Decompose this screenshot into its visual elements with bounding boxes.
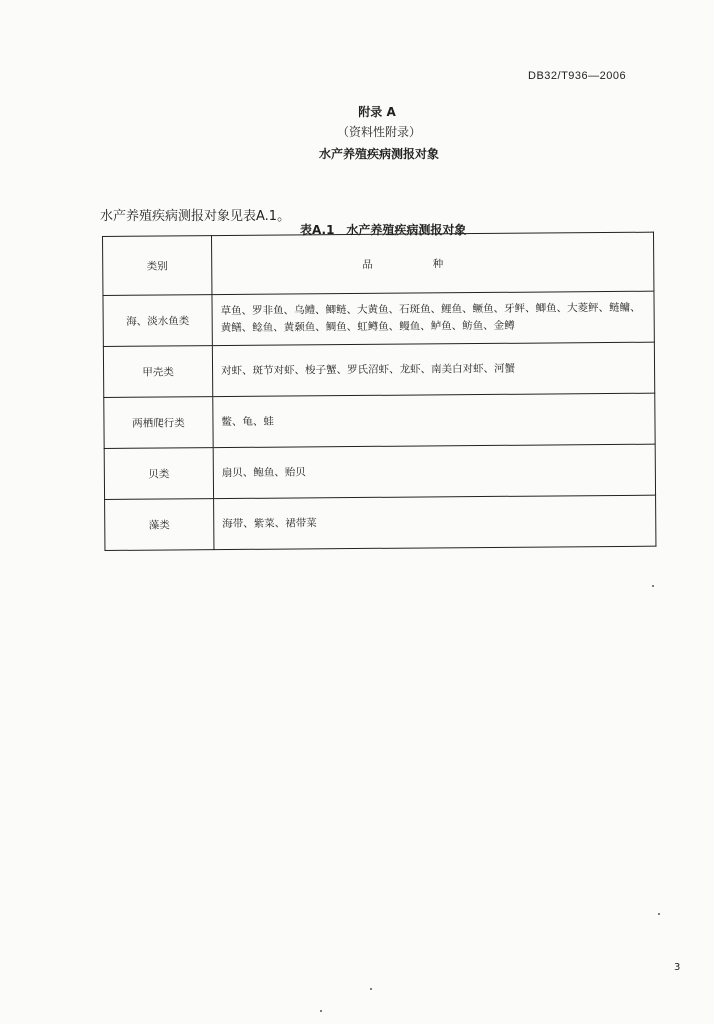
table-row — [104, 393, 655, 448]
header-category: 类别 — [103, 236, 212, 296]
category-cell: 两栖爬行类 — [104, 397, 213, 449]
appendix-note: （资料性附录） — [336, 125, 421, 139]
table-caption: 表A.1 水产养殖疾病测报对象 — [300, 223, 467, 237]
species-cell: 对虾、斑节对虾、梭子蟹、罗氏沼虾、龙虾、南美白对虾、河蟹 — [212, 342, 654, 396]
species-cell: 扇贝、鲍鱼、贻贝 — [213, 444, 655, 498]
species-cell: 草鱼、罗非鱼、乌鳢、鲫鲢、大黄鱼、石斑鱼、鲤鱼、鳜鱼、牙鲆、鲫鱼、大菱鲆、鲢鳙、黄鳝、鲶鱼、黄颡鱼、鲷鱼、虹鳟鱼、鳗鱼、鲈鱼、鲂鱼、金鳟 — [212, 291, 654, 345]
scan-speck — [652, 585, 654, 587]
appendix-subtitle: 水产养殖疾病测报对象 — [318, 147, 439, 161]
species-cell: 鳖、龟、蛙 — [213, 393, 655, 447]
standard-code: DB32/T936—2006 — [528, 70, 627, 82]
category-cell: 藻类 — [105, 499, 214, 551]
table-row — [103, 342, 654, 397]
scan-speck — [658, 913, 660, 915]
table-row — [104, 444, 655, 499]
appendix-title: 附录 A — [358, 105, 396, 119]
table-row — [105, 495, 656, 550]
intro-paragraph: 水产养殖疾病测报对象见表A.1。 — [100, 209, 291, 224]
category-cell: 甲壳类 — [103, 346, 212, 398]
page-number: 3 — [674, 962, 681, 973]
table-header-row — [103, 232, 654, 295]
table-row — [103, 291, 654, 346]
species-cell: 海带、紫菜、裙带菜 — [214, 495, 656, 549]
species-table — [102, 232, 656, 551]
scan-speck — [320, 1010, 322, 1012]
header-species: 品种 — [212, 232, 654, 294]
scan-speck — [370, 988, 372, 990]
category-cell: 贝类 — [104, 448, 213, 500]
category-cell: 海、淡水鱼类 — [103, 295, 212, 347]
